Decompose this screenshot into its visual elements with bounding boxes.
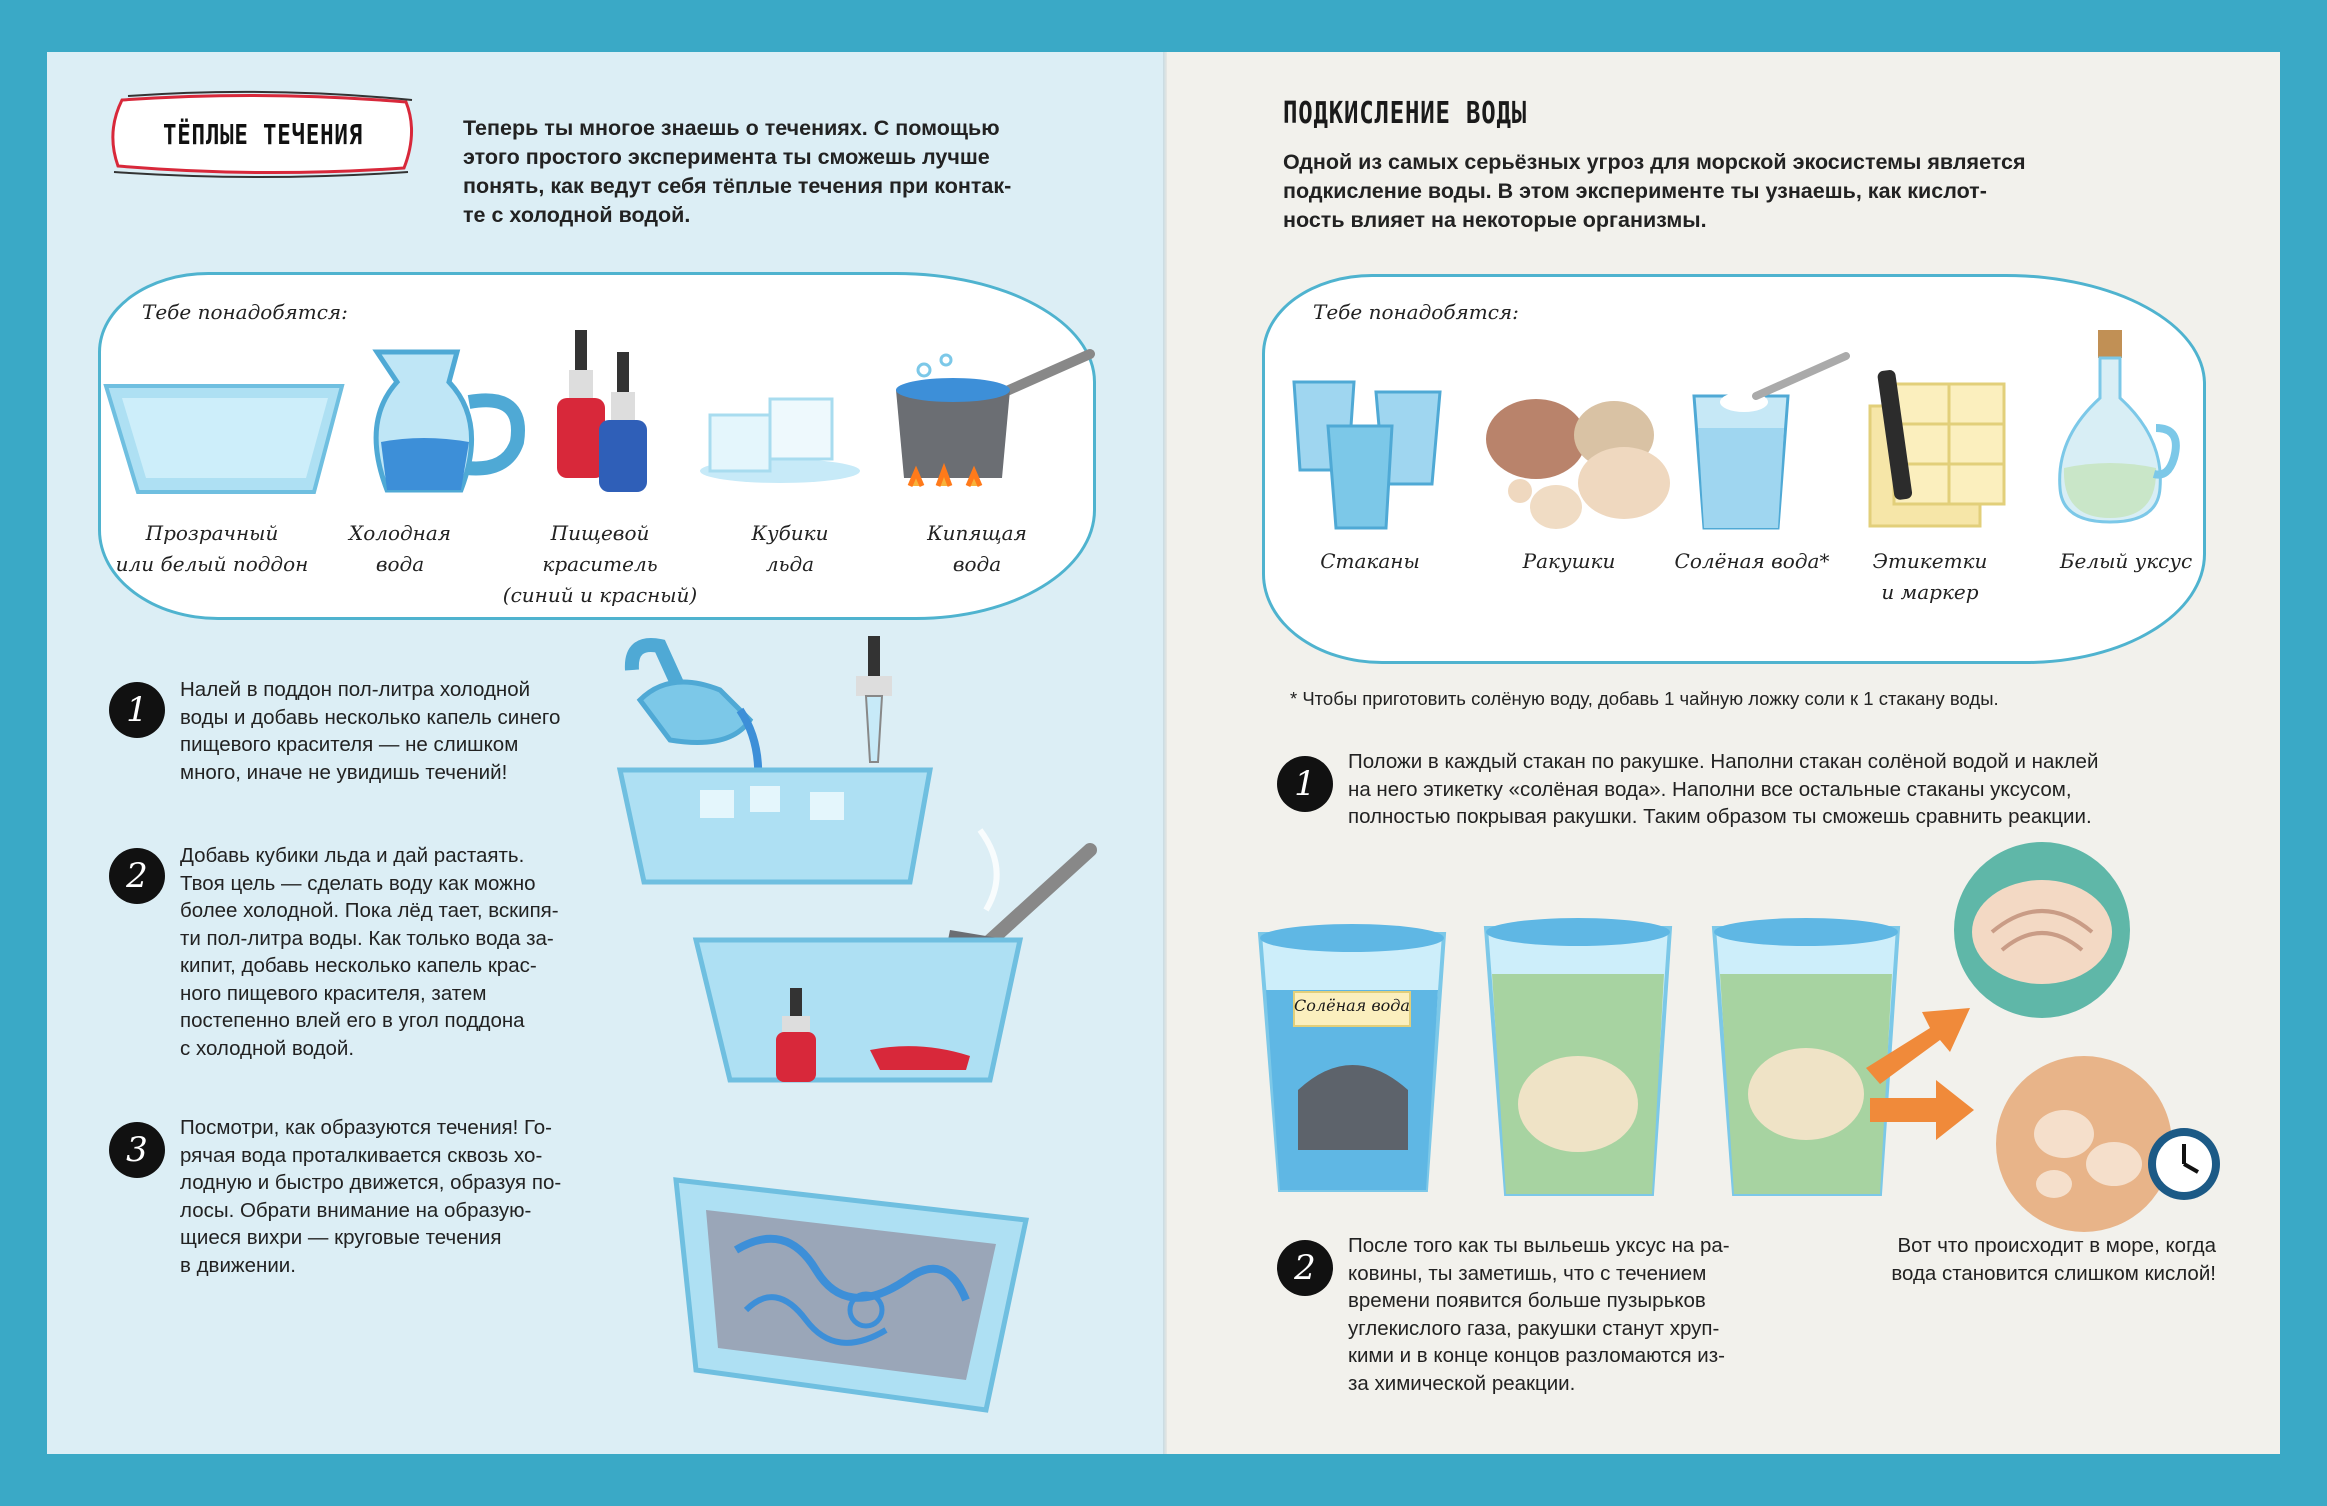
material-label (1870, 546, 1990, 608)
page-title: ТЁПЛЫЕ ТЕЧЕНИЯ (162, 117, 363, 151)
step-number: 3 (109, 1122, 165, 1178)
material-label-line: Этикетки (1872, 549, 1988, 573)
pouring-hot-dye-illustration (690, 820, 1110, 1100)
material-label-line: вода (375, 552, 425, 576)
step-line: Положи в каждый стакан по ракушке. Наполни стакан солёной водой и наклей (1348, 750, 2099, 773)
right-intro (1283, 148, 2026, 235)
material-label-line: Кипящая (927, 521, 1027, 545)
material-label-line: Кубики (751, 521, 829, 545)
step-line: полностью покрывая ракушки. Таким образом ты сможешь сравнить реакции. (1348, 805, 2092, 828)
need-label: Тебе понадобятся: (1313, 300, 1519, 324)
step-line: постепенно влей его в угол поддона (180, 1009, 525, 1032)
material-label-line: вода (952, 552, 1002, 576)
salt-water-icon (1686, 352, 1856, 532)
step-line: После того как ты выльешь уксус на ра- (1348, 1234, 1730, 1257)
left-title-badge (108, 92, 418, 176)
material-label (330, 518, 470, 580)
step-line: более холодной. Пока лёд тает, вскипя- (180, 899, 559, 922)
step-line: пищевого красителя — не слишком (180, 733, 519, 756)
sea-note-line: Вот что происходит в море, когда (1897, 1234, 2216, 1257)
page-title-right: ПОДКИСЛЕНИЕ ВОДЫ (1283, 96, 1527, 131)
step-line: времени появится больше пузырьков (1348, 1289, 1706, 1312)
step-line: ковины, ты заметишь, что с течением (1348, 1261, 1707, 1285)
intro-line: этого простого эксперимента ты сможешь лучше (463, 145, 990, 169)
step-number: 2 (109, 848, 165, 904)
step-number: 1 (1277, 756, 1333, 812)
material-label (912, 518, 1042, 580)
intro-line: понять, как ведут себя тёплые течения при контак- (463, 174, 1012, 198)
step-line: Налей в поддон пол-литра холодной (180, 678, 531, 701)
vinegar-glass-illustration (1484, 914, 1674, 1200)
step-line: рячая вода проталкивается сквозь хо- (180, 1143, 543, 1167)
step-line: с холодной водой. (180, 1036, 355, 1060)
broken-shells-sea-icon (1994, 1054, 2226, 1244)
left-intro (463, 114, 1011, 230)
step-text (180, 676, 594, 786)
step-number: 2 (1277, 1240, 1333, 1296)
step-line: лосы. Обрати внимание на образую- (180, 1198, 532, 1222)
material-label-line: Холодная (348, 521, 452, 545)
step-line: воды и добавь несколько капель синего (180, 705, 561, 729)
currents-tray-illustration (666, 1160, 1046, 1440)
book-fold (1163, 52, 1167, 1454)
vinegar-bottle-icon (2058, 328, 2178, 524)
step-line: в движении. (180, 1253, 296, 1277)
material-label-line: льда (765, 552, 815, 576)
step-line: Добавь кубики льда и дай растаять. (180, 844, 525, 867)
step-line: Твоя цель — сделать воду как можно (180, 871, 536, 895)
glass-label: Солёная вода (1294, 996, 1410, 1015)
material-label: Белый уксус (2059, 549, 2193, 573)
material-label-line: и маркер (1881, 580, 1979, 604)
step-line: щиеся вихри — круговые течения (180, 1226, 502, 1249)
footnote: * Чтобы приготовить солёную воду, добавь 1 чайную ложку соли к 1 стакану воды. (1290, 688, 1999, 709)
intro-line: Одной из самых серьёзных угроз для морской экосистемы является (1283, 150, 2026, 174)
material-label (728, 518, 852, 580)
material-label-line: Прозрачный (145, 521, 279, 545)
step-line: ти пол-литра воды. Как только вода за- (180, 926, 554, 950)
intro-line: те с холодной водой. (463, 203, 691, 227)
healthy-shell-sea-icon (1952, 840, 2132, 1020)
step-line: на него этикетку «солёная вода». Наполни все остальные стаканы уксусом, (1348, 777, 2072, 801)
intro-line: Теперь ты многое знаешь о течениях. С помощью (463, 116, 1000, 140)
shells-icon (1484, 395, 1674, 535)
material-label (490, 518, 710, 611)
material-label: Стаканы (1320, 549, 1420, 573)
intro-line: ность влияет на некоторые организмы. (1283, 208, 1707, 232)
step-number: 1 (109, 682, 165, 738)
step-line: много, иначе не увидишь течений! (180, 760, 508, 784)
intro-line: подкисление воды. В этом эксперименте ты узнаешь, как кислот- (1283, 179, 1987, 203)
tray-icon (102, 370, 348, 500)
step-text (1348, 748, 2208, 831)
boiling-pot-icon (884, 350, 1094, 500)
material-label (112, 518, 312, 580)
ice-cubes-icon (700, 385, 860, 485)
material-label-line: (синий и красный) (502, 583, 698, 607)
material-label-line: или белый поддон (115, 552, 309, 576)
jug-icon (357, 342, 527, 502)
step-line: кипит, добавь несколько капель крас- (180, 954, 537, 977)
step-line: Посмотри, как образуются течения! Го- (180, 1116, 552, 1139)
need-label: Тебе понадобятся: (142, 300, 348, 324)
labels-marker-icon (1864, 366, 2014, 536)
step-text (180, 1114, 594, 1279)
glasses-icon (1292, 378, 1452, 538)
step-line: кими и в конце концов разломаются из- (1348, 1344, 1725, 1367)
material-label-line: Пищевой краситель (542, 521, 658, 576)
material-label: Ракушки (1522, 549, 1616, 573)
step-line: углекислого газа, ракушки станут хруп- (1348, 1316, 1720, 1340)
step-text (1348, 1232, 1764, 1397)
dropper-bottles-icon (555, 326, 665, 496)
sea-note (1798, 1232, 2216, 1287)
step-line: за химической реакции. (1348, 1371, 1576, 1395)
step-line: лодную и быстро движется, образуя по- (180, 1171, 562, 1194)
salt-water-glass-illustration (1258, 920, 1448, 1200)
step-text (180, 842, 594, 1062)
sea-note-line: вода становится слишком кислой! (1891, 1261, 2216, 1285)
material-label: Солёная вода* (1674, 549, 1830, 573)
step-line: ного пищевого красителя, затем (180, 981, 487, 1005)
